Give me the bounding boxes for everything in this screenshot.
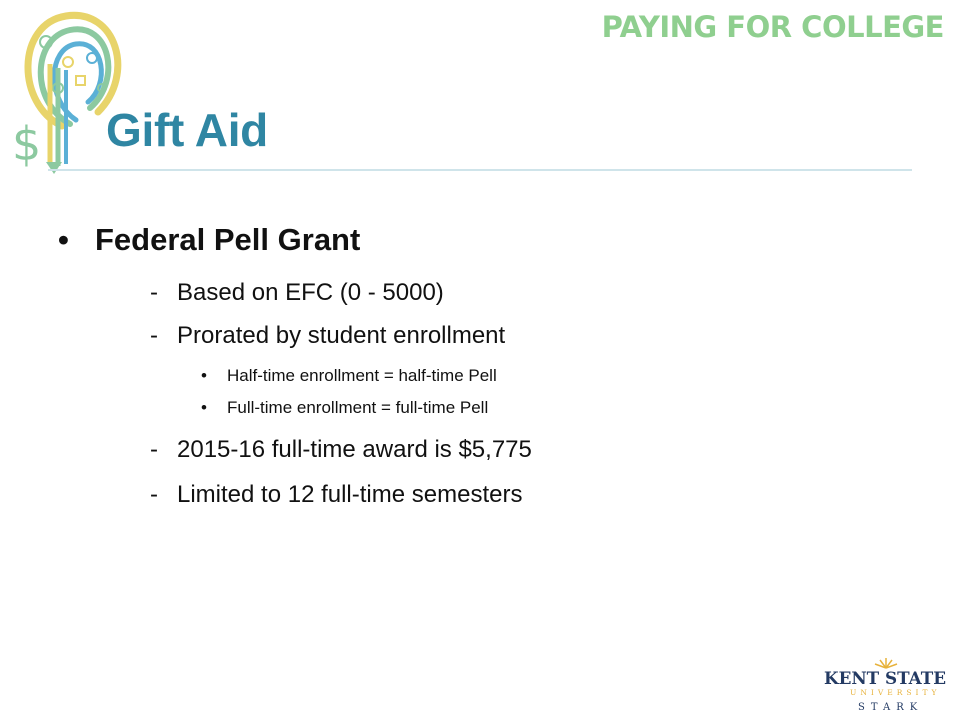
list-item-text: Limited to 12 full-time semesters (177, 481, 523, 508)
sub-list-item-text: Half-time enrollment = half-time Pell (227, 366, 497, 385)
svg-text:$: $ (12, 117, 42, 171)
dash-icon: - (150, 436, 158, 463)
dash-icon: - (150, 279, 158, 306)
paying-for-college-banner: PAYING FOR COLLEGE (601, 10, 944, 44)
heading-text: Federal Pell Grant (95, 222, 361, 257)
list-item-text: 2015-16 full-time award is $5,775 (177, 436, 532, 463)
list-item-text: Based on EFC (0 - 5000) (177, 279, 444, 306)
bullet-icon: • (201, 366, 207, 385)
list-item-text: Prorated by student enrollment (177, 322, 506, 349)
footer-logo-line2: UNIVERSITY (850, 688, 941, 697)
footer-logo-line3: STARK (858, 702, 924, 713)
dash-icon: - (150, 481, 158, 508)
dash-icon: - (150, 322, 158, 349)
sub-list-item-text: Full-time enrollment = full-time Pell (227, 398, 489, 417)
bullet-icon: • (201, 398, 207, 417)
title-divider (48, 169, 912, 171)
kent-state-stark-logo (822, 654, 950, 714)
bullet-icon: • (58, 222, 69, 257)
footer-logo-line1: KENT STATE (824, 669, 947, 689)
slide-title: Gift Aid (106, 104, 268, 156)
